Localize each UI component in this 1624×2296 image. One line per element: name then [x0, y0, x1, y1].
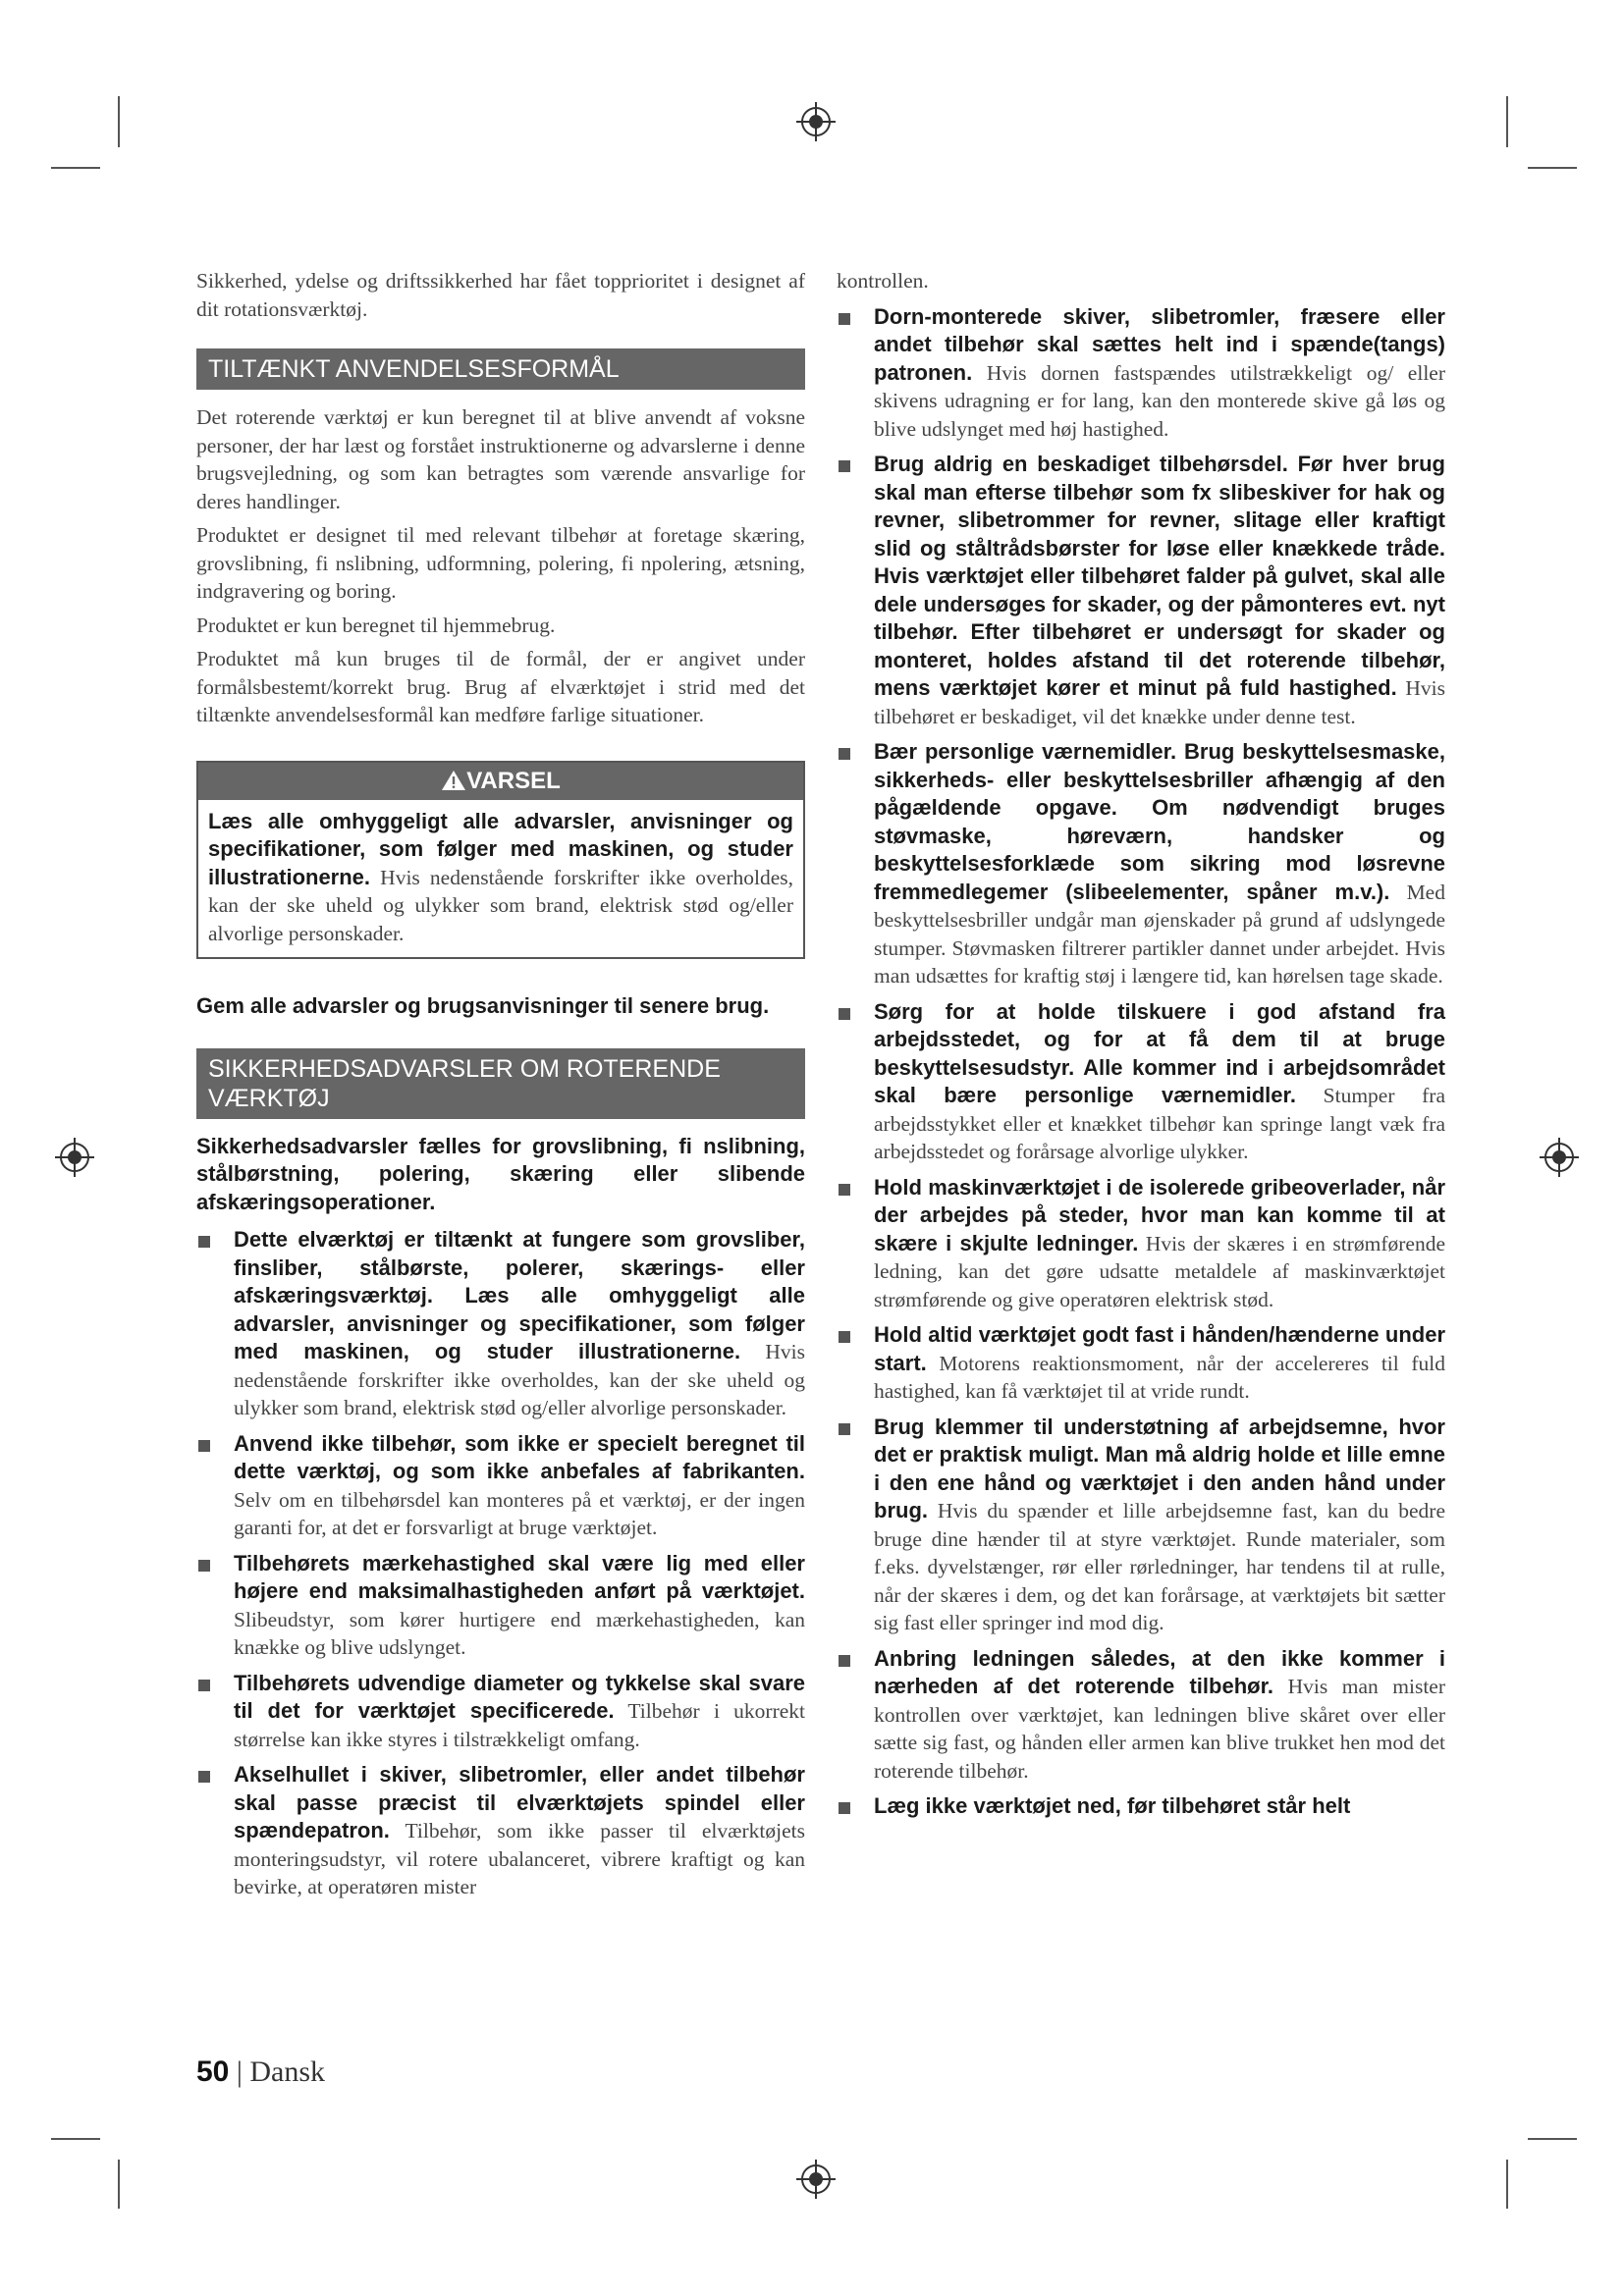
- warning-text: Hvis nedenstående forskrifter ikke overholdes, kan der ske uheld og ulykker som brand, elektrisk stød og/eller alvorlige personskader.: [208, 865, 793, 945]
- bullet-icon: [839, 1423, 850, 1435]
- footer-language: Dansk: [249, 2056, 326, 2088]
- crop-mark: [1506, 96, 1508, 147]
- bullet-icon: [839, 748, 850, 760]
- bullet-icon: [839, 1331, 850, 1343]
- bullet-text: Hvis man mister kontrollen over værktøjet, kan ledningen blive skåret over eller sætte sig fast, og hånden eller armen kan blive trukket hen mod det roterende tilbehør.: [874, 1675, 1446, 1783]
- list-item: [837, 1645, 1445, 1786]
- bullet-text: Hvis der skæres i en strømførende ledning, kan det gøre udsatte metaldele af maskinværktøjet strømførende og give operatøren elektrisk stød.: [874, 1231, 1445, 1311]
- list-item: [196, 1430, 805, 1542]
- bullet-bold: Bær personlige værnemidler. Brug beskyttelsesmaske, sikkerheds- eller beskyttelsesbriller afhængig af den pågældende opgave. Om nødvendigt bruges støvmaske, høreværn, handsker og beskyttelsesforklæde som sikring mod løsrevne fremmedlegemer (slibeelementer, spåner m.v.).: [874, 739, 1445, 904]
- registration-mark-icon: [53, 1136, 96, 1179]
- bullet-bold: Anvend ikke tilbehør, som ikke er specielt beregnet til dette værktøj, og som ikke anbefales af fabrikanten.: [234, 1430, 805, 1483]
- bullet-bold: Tilbehørets mærkehastighed skal være lig med eller højere end maksimalhastigheden anført på værktøjet.: [234, 1550, 805, 1603]
- bullet-text: Motorens reaktionsmoment, når der accelereres til fuld hastighed, kan få værktøjet til at vride rundt.: [874, 1351, 1445, 1403]
- registration-mark-icon: [794, 100, 838, 143]
- intro-paragraph: Sikkerhed, ydelse og driftssikkerhed har fået topprioritet i designet af dit rotationsværktøj.: [196, 269, 805, 321]
- crop-mark: [51, 167, 100, 169]
- bullet-icon: [198, 1560, 210, 1572]
- list-item: [837, 451, 1445, 730]
- list-item: [837, 1414, 1445, 1637]
- paragraph: Produktet må kun bruges til de formål, der er angivet under formålsbestemt/korrekt brug. Brug af elværktøjet i strid med det tiltænkte anvendelsesformål kan medføre farlige situationer.: [196, 647, 805, 726]
- bullet-text: Stumper fra arbejdsstykket eller et knækket tilbehør kan springe langt væk fra arbejdsstedet og forårsage alvorlige ulykker.: [874, 1084, 1446, 1163]
- list-item: [837, 303, 1445, 444]
- bullet-bold: Hold altid værktøjet godt fast i hånden/hænderne under start.: [874, 1322, 1445, 1375]
- bullet-text: Slibeudstyr, som kører hurtigere end mærkehastigheden, kan knække og blive udslynget.: [234, 1607, 805, 1659]
- bullet-bold: Anbring ledningen således, at den ikke kommer i nærheden af det roterende tilbehør.: [874, 1645, 1445, 1698]
- left-column: [196, 267, 805, 1909]
- bullet-bold: Dorn-monterede skiver, slibetromler, fræsere eller andet tilbehør skal sættes helt ind i spænde(tangs) patronen.: [874, 303, 1445, 385]
- bullet-icon: [198, 1236, 210, 1248]
- bullet-icon: [839, 1008, 850, 1020]
- bullet-bold: Dette elværktøj er tiltænkt at fungere som grovsliber, finsliber, stålbørste, polerer, skærings- eller afskæringsværktøj. Læs alle omhyggeligt alle advarsler, anvisninger og specifikationer, som følger med maskinen, og studer illustrationerne.: [234, 1227, 805, 1363]
- bullet-bold: Hold maskinværktøjet i de isolerede gribeoverlader, når der arbejdes på steder, hvor man kan komme til at skære i skjulte ledninger.: [874, 1174, 1445, 1255]
- bullet-icon: [839, 1802, 850, 1814]
- list-item: [196, 1226, 805, 1422]
- warning-title: VARSEL: [466, 767, 561, 794]
- bullet-text: Hvis du spænder et lille arbejdsemne fast, kan du bedre bruge dine hænder til at styre værktøjet. Runde materialer, som f.eks. dyvelstænger, rør eller rørledninger, har tendens til at rulle, når der skæres i dem, og det kan forårsage, at værktøjets bit sætter sig fast eller springer ind mod dig.: [874, 1499, 1445, 1634]
- footer-separator: |: [229, 2056, 250, 2088]
- bullet-bold: Akselhullet i skiver, slibetromler, eller andet tilbehør skal passe præcist til elværktøjets spindel eller spændepatron.: [234, 1762, 805, 1842]
- page-number: 50: [196, 2056, 230, 2088]
- bullet-icon: [198, 1680, 210, 1691]
- right-column: [837, 267, 1445, 1829]
- list-item: [196, 1550, 805, 1662]
- bullet-text: Tilbehør, som ikke passer til elværktøjets monteringsudstyr, vil rotere ubalanceret, vibrere kraftigt og kan bevirke, at operatøren mister: [234, 1819, 805, 1898]
- keep-instructions-note: Gem alle advarsler og brugsanvisninger til senere brug.: [196, 993, 770, 1018]
- crop-mark: [118, 96, 120, 147]
- crop-mark: [1528, 2138, 1577, 2140]
- paragraph: Det roterende værktøj er kun beregnet til at blive anvendt af voksne personer, der har læst og forstået instruktionerne og advarslerne i denne brugsvejledning, og som kan betragtes som værende ansvarlige for deres handlinger.: [196, 405, 805, 513]
- continuation-text: kontrollen.: [837, 269, 929, 293]
- paragraph: Produktet er kun beregnet til hjemmebrug.: [196, 613, 556, 637]
- paragraph: Produktet er designet til med relevant tilbehør at foretage skæring, grovslibning, fi nslibning, udformning, polering, fi npolering, ætsning, indgravering og boring.: [196, 523, 805, 603]
- bullet-icon: [198, 1440, 210, 1452]
- safety-intro: Sikkerhedsadvarsler fælles for grovslibning, fi nslibning, stålbørstning, polering, skæring eller slibende afskæringsoperationer.: [196, 1133, 805, 1214]
- list-item: [837, 1174, 1445, 1314]
- bullet-text: Hvis tilbehøret er beskadiget, vil det knække under denne test.: [874, 676, 1445, 728]
- bullet-text: Tilbehør i ukorrekt størrelse kan ikke styres i tilstrækkeligt omfang.: [234, 1699, 805, 1751]
- list-item: [837, 998, 1445, 1166]
- list-item: [837, 1792, 1445, 1821]
- bullet-icon: [198, 1771, 210, 1783]
- registration-mark-icon: [1538, 1136, 1581, 1179]
- warning-box: [196, 761, 805, 960]
- crop-mark: [51, 2138, 100, 2140]
- bullet-icon: [839, 460, 850, 472]
- bullet-bold: Brug klemmer til understøtning af arbejdsemne, hvor det er praktisk muligt. Man må aldrig holde et lille emne i den ene hånd og værktøjet i den anden hånd under brug.: [874, 1414, 1445, 1522]
- list-item: [196, 1761, 805, 1901]
- crop-mark: [118, 2160, 120, 2209]
- warning-triangle-icon: [441, 770, 466, 791]
- page-footer: [196, 2056, 325, 2089]
- bullet-text: Hvis nedenstående forskrifter ikke overholdes, kan der ske uheld og ulykker som brand, elektrisk stød og/eller alvorlige personskader.: [234, 1340, 805, 1419]
- registration-mark-icon: [794, 2158, 838, 2201]
- bullet-bold: Sørg for at holde tilskuere i god afstand fra arbejdsstedet, og for at få dem til at bruge beskyttelsesudstyr. Alle kommer ind i arbejdsområdet skal bære personlige værnemidler.: [874, 998, 1445, 1107]
- bullet-icon: [839, 1655, 850, 1667]
- warning-bold-text: Læs alle omhyggeligt alle advarsler, anvisninger og specifikationer, som følger med maskinen, og studer illustrationerne.: [208, 808, 793, 889]
- list-item: [196, 1670, 805, 1754]
- bullet-icon: [839, 1184, 850, 1196]
- bullet-text: Hvis dornen fastspændes utilstrækkeligt og/ eller skivens udragning er for lang, kan den monterede skive gå løs og blive udslynget med høj hastighed.: [874, 360, 1445, 441]
- bullet-text: Med beskyttelsesbriller undgår man øjenskader på grund af udslyngede stumper. Støvmasken filtrerer partikler dannet under arbejdet. Hvis man udsættes for kraftig støj i længere tid, kan hørelsen tage skade.: [874, 880, 1445, 988]
- warning-header: [198, 763, 803, 800]
- bullet-text: Selv om en tilbehørsdel kan monteres på et værktøj, er der ingen garanti for, at det er forsvarligt at bruge værktøjet.: [234, 1487, 805, 1539]
- bullet-bold: Brug aldrig en beskadiget tilbehørsdel. Før hver brug skal man efterse tilbehør som fx slibeskiver for hak og revner, slibetrommer for revner, slitage eller kraftigt slid og ståltrådsbørster for løse eller knækkede tråde. Hvis værktøjet eller tilbehøret falder på gulvet, skal alle dele undersøges for skader, og der påmonteres evt. nyt tilbehør. Efter tilbehøret er undersøgt for skader og monteret, holdes afstand til det roterende tilbehør, mens værktøjet kører et minut på fuld hastighed.: [874, 452, 1445, 700]
- list-item: [837, 1321, 1445, 1406]
- section-heading-safety-warnings: SIKKERHEDSADVARSLER OM ROTERENDE VÆRKTØJ: [196, 1048, 805, 1119]
- section-heading-intended-use: TILTÆNKT ANVENDELSESFORMÅL: [196, 348, 805, 390]
- crop-mark: [1506, 2160, 1508, 2209]
- crop-mark: [1528, 167, 1577, 169]
- bullet-bold: Læg ikke værktøjet ned, før tilbehøret står helt: [874, 1793, 1351, 1818]
- list-item: [837, 738, 1445, 990]
- bullet-icon: [839, 313, 850, 325]
- bullet-bold: Tilbehørets udvendige diameter og tykkelse skal svare til det for værktøjet specificerede.: [234, 1670, 805, 1723]
